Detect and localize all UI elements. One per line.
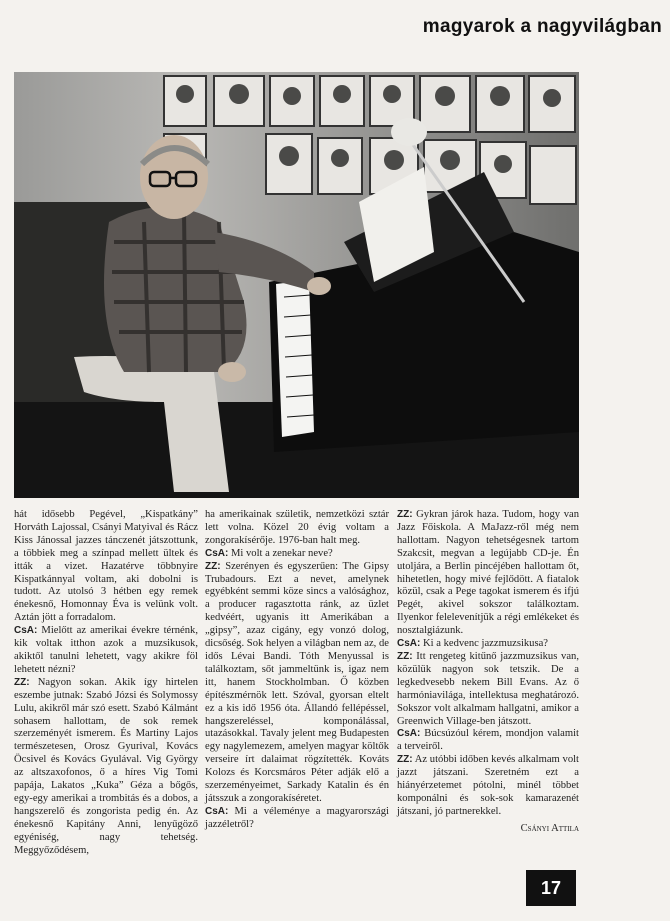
article-column-3 bbox=[397, 509, 579, 836]
paragraph: ZZ: Az utóbbi időben kevés alkalmam volt jazzt játszani. Szeretném ezt a hiányérzetemet pótolni, minél többet komponálni és sok-sok kamarazenét játszani, jó partnerekkel. bbox=[397, 754, 579, 817]
paragraph: ZZ: Szerényen és egyszerűen: The Gipsy Trubadours. Ezt a nevet, amelynek egyébként semmi köze sincs a valósághoz, a producer ragasztotta ránk, az üzlet kedvéért, ugyanis itt Amerikában a „gipsy”, azaz cigány, egy vonzó dolog, dicsőség. Sok helyen a világban nem az, de idős Lévai Bandi. Tóth Menyussal is találkoztam, sőt jammeltünk is, igaz nem itt, hanem Stockholmban. Ő közben építészmérnök lett. Szóval, gyorsan eltelt ez a kis idő 1956 óta. Állandó fellépéssel, hangszereléssel, komponálással, utazásokkal. Tavaly jelent meg Budapesten egy nagylemezem, amelyen magyar költők verseire írt dalaimat rögzítették. Kováts Kolozs és Korcsmáros Péter adják elő a szerzeményeimet, Sarkady Katalin és én játsszuk a zongorakíséretet. bbox=[205, 560, 389, 804]
author-signature: Csányi Attila bbox=[520, 822, 579, 834]
speaker-label: ZZ: bbox=[397, 754, 413, 766]
speaker-label: ZZ: bbox=[205, 560, 221, 572]
speaker-label: CsA: bbox=[205, 547, 229, 559]
speaker-label: CsA: bbox=[397, 728, 421, 740]
section-title: magyarok a nagyvilágban bbox=[422, 16, 662, 37]
article-column-2 bbox=[205, 509, 389, 832]
article-column-1 bbox=[14, 509, 198, 857]
paragraph: ha amerikainak születik, nemzetközi sztár lett volna. Közel 20 évig voltam a zongorakísérője. 1976-ban halt meg. bbox=[205, 509, 389, 546]
paragraph: CsA: Búcsúzóul kérem, mondjon valamit a terveiről. bbox=[397, 728, 579, 753]
paragraph: CsA: Mi volt a zenekar neve? bbox=[205, 547, 333, 559]
speaker-label: CsA: bbox=[14, 625, 38, 637]
speaker-label: ZZ: bbox=[397, 650, 413, 662]
speaker-label: ZZ: bbox=[14, 676, 30, 688]
paragraph: CsA: Mi a véleménye a magyarországi jazzéletről? bbox=[205, 805, 389, 830]
paragraph: hát idősebb Pegével, „Kispatkány” Horváth Lajossal, Csányi Matyival és Rácz Kiss Jánossal jazzes tánczenét játszottunk, a többiek meg a színpad mellett ültek és itták a vizet. Hazatérve többnyire Kispatkánnyal voltam, aki dobolni is tudott. Az utolsó 3 hétben egy remek énekesnő, Homonnay Éva is velünk volt. Aztán jött a forradalom. bbox=[14, 509, 198, 624]
speaker-label: CsA: bbox=[397, 638, 421, 650]
man-at-piano-photo bbox=[14, 72, 579, 498]
speaker-label: CsA: bbox=[205, 805, 229, 817]
paragraph: ZZ: Nagyon sokan. Akik így hirtelen eszembe jutnak: Szabó Józsi és Solymossy Lulu, akikről már szó esett. Szabó Kálmánt sohasem hallottam, de sok remek szerzeményét ismerem. És Martiny Lajos természetesen, Orosz Gyurival, Kovács Öcsivel és Kovács Gyulával. Vig György az altszaxofonos, ő a híres Vig Tomi papája, Lakatos „Kuka” Géza a bőgős, egy-egy amerikai a trombitás és a dobos, a hangszerelő és zongorista pedig én. Az énekesnő Kapitány Anni, lenyűgöző egyéniség, nagy tehetség. Meggyőződésem, bbox=[14, 676, 198, 856]
paragraph: CsA: Mielőtt az amerikai évekre térnénk, kik voltak itthon azok a muzsikusok, akiktől tanulni lehetett, vagy akikre föl lehetett nézni? bbox=[14, 625, 198, 675]
paragraph: CsA: Ki a kedvenc jazzmuzsikusa? bbox=[397, 638, 549, 650]
paragraph: ZZ: Gykran járok haza. Tudom, hogy van Jazz Főiskola. A MaJazz-ről még nem hallottam. Nagyon tehetségesnek tartom Szakcsit, megvan a legújabb CD-je. Én utoljára, a Berlin pincéjében hallottam őt, hihetetlen, hogy mivé fejlődött. A fiatalok közül, csak a Pege tagokat ismerem és ifjú Pegét, akivel sokszor találkoztam. Ilyenkor felelevenítjük a régi emlékeket és nosztalgiázunk. bbox=[397, 509, 579, 637]
page-number: 17 bbox=[526, 870, 576, 906]
paragraph: ZZ: Itt rengeteg kitűnő jazzmuzsikus van, közülük nagyon sok tetszik. De a legkedvesebb nekem Bill Evans. Az ő harmóniavilága, intellektusa meghatározó. Sokszor volt alkalmam hallgatni, amikor a Greenwich Village-ben játszott. bbox=[397, 650, 579, 727]
speaker-label: ZZ: bbox=[397, 509, 413, 520]
